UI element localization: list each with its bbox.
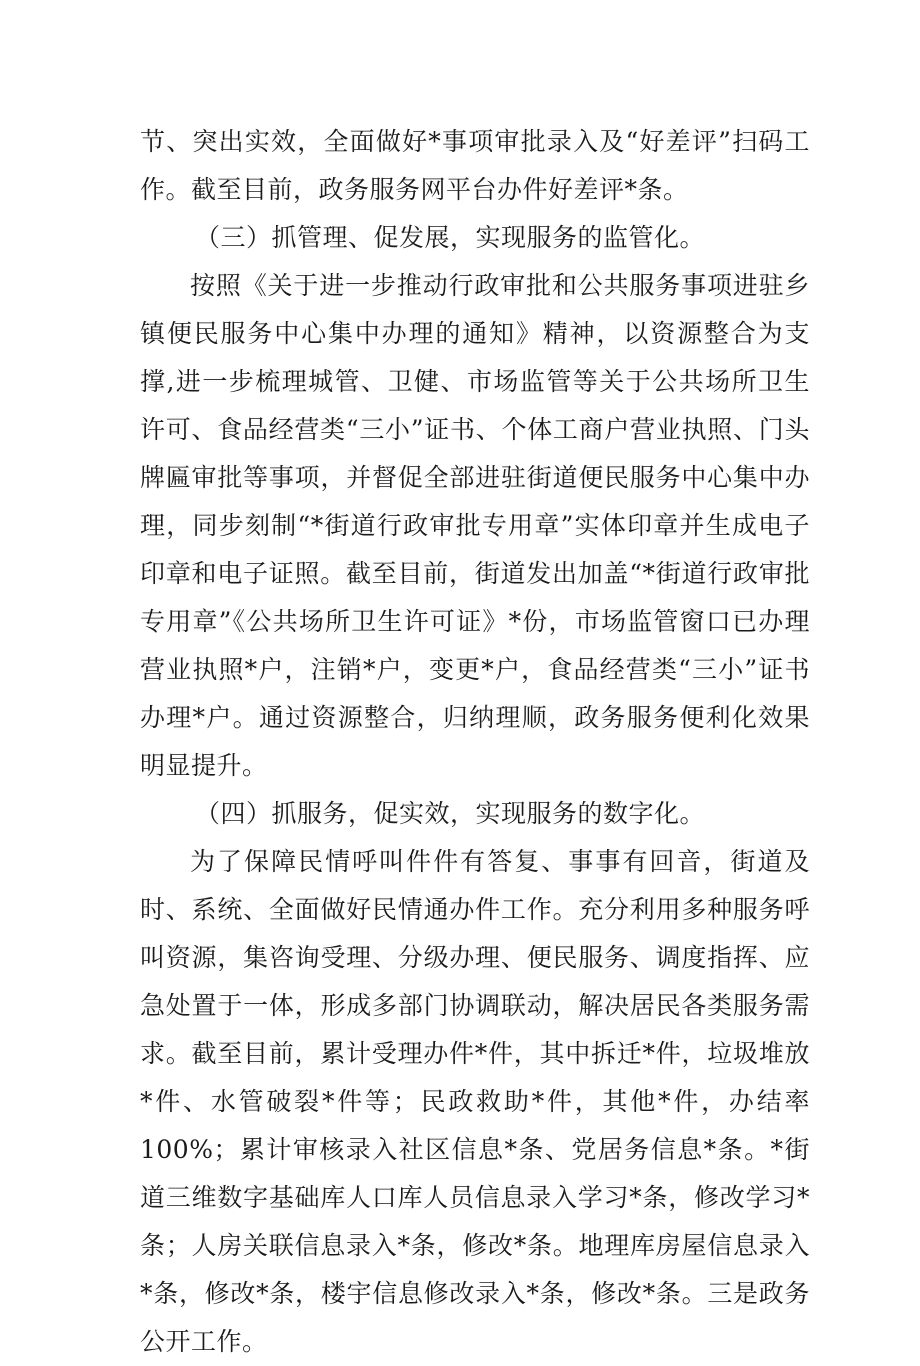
paragraph-resource-integration: 按照《关于进一步推动行政审批和公共服务事项进驻乡镇便民服务中心集中办理的通知》精神，以资源整合为支撑,进一步梳理城管、卫健、市场监管等关于公共场所卫生许可、食品经营类“三小”证书、个体工商户营业执照、门头牌匾审批等事项，并督促全部进驻街道便民服务中心集中办理，同步刻制“*街道行政审批专用章”实体印章并生成电子印章和电子证照。截至目前，街道发出加盖“*街道行政审批专用章”《公共场所卫生许可证》*份，市场监管窗口已办理营业执照*户，注销*户，变更*户，食品经营类“三小”证书办理*户。通过资源整合，归纳理顺，政务服务便利化效果明显提升。 bbox=[140, 271, 810, 780]
paragraph-continuation: 节、突出实效，全面做好*事项审批录入及“好差评”扫码工作。截至目前，政务服务网平台办件好差评*条。 bbox=[140, 127, 810, 204]
section-heading-three: （三）抓管理、促发展，实现服务的监管化。 bbox=[195, 223, 706, 252]
section-heading-four: （四）抓服务，促实效，实现服务的数字化。 bbox=[195, 799, 706, 828]
paragraph-digital-service: 为了保障民情呼叫件件有答复、事事有回音，街道及时、系统、全面做好民情通办件工作。充分利用多种服务呼叫资源，集咨询受理、分级办理、便民服务、调度指挥、应急处置于一体，形成多部门协调联动，解决居民各类服务需求。截至目前，累计受理办件*件，其中拆迁*件，垃圾堆放*件、水管破裂*件等；民政救助*件，其他*件，办结率 100%；累计审核录入社区信息*条、党居务信息*条。*街道三维数字基础库人口库人员信息录入学习*条，修改学习*条；人房关联信息录入*条，修改*条。地理库房屋信息录入*条，修改*条，楼宇信息修改录入*条，修改*条。三是政务公开工作。 bbox=[140, 847, 810, 1356]
document-body bbox=[140, 118, 810, 1366]
